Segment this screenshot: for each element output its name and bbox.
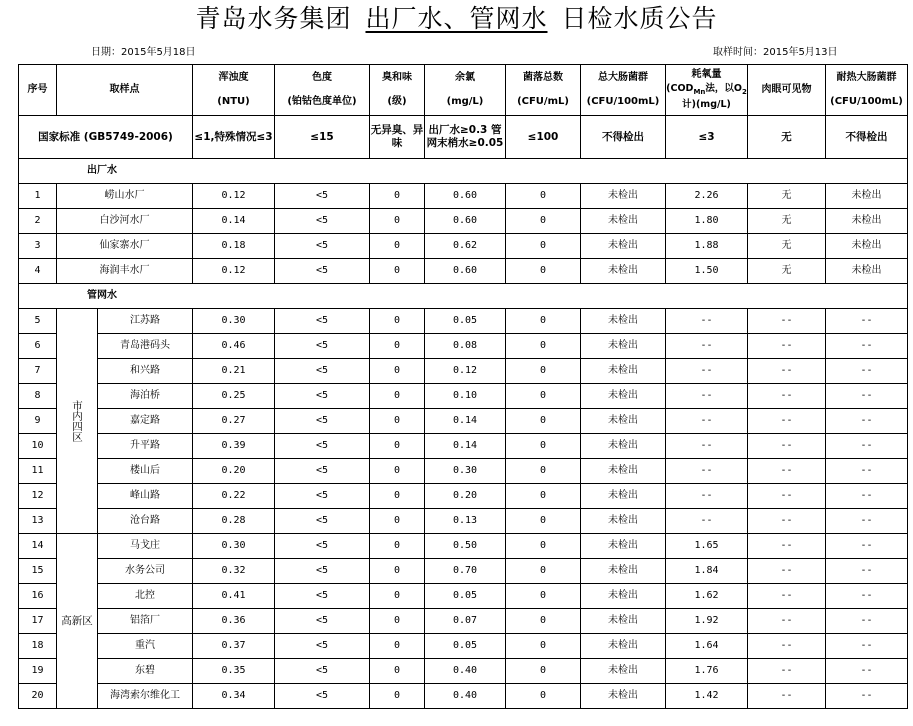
cell-color: <5 [275,409,370,434]
cell-color: <5 [275,659,370,684]
cell-coli: 未检出 [581,334,666,359]
cell-turb: 0.21 [193,359,275,384]
cell-oxy: -- [666,359,748,384]
sample-site: 峰山路 [98,484,193,509]
row-number: 5 [19,309,57,334]
cell-cl: 0.50 [425,534,506,559]
header-no: 序号 [19,65,57,116]
section-network-row [19,284,908,309]
cell-cl: 0.30 [425,459,506,484]
cell-vis: 无 [748,209,826,234]
row-number: 13 [19,509,57,534]
cell-odor: 0 [370,209,425,234]
header-row [19,65,908,116]
cell-odor: 0 [370,334,425,359]
standard-color: ≤15 [275,116,370,159]
cell-cl: 0.60 [425,259,506,284]
cell-odor: 0 [370,584,425,609]
cell-color: <5 [275,684,370,709]
cell-turb: 0.46 [193,334,275,359]
row-number: 7 [19,359,57,384]
cell-color: <5 [275,559,370,584]
cell-thermo: -- [826,384,908,409]
cell-odor: 0 [370,259,425,284]
sample-site: 水务公司 [98,559,193,584]
cell-coli: 未检出 [581,309,666,334]
sample-site: 仙家寨水厂 [57,234,193,259]
cell-cl: 0.14 [425,409,506,434]
cell-color: <5 [275,584,370,609]
cell-turb: 0.18 [193,234,275,259]
cell-oxy: -- [666,384,748,409]
table-row [19,684,908,709]
cell-thermo: -- [826,434,908,459]
cell-thermo: -- [826,459,908,484]
cell-vis: -- [748,659,826,684]
sample-site: 海润丰水厂 [57,259,193,284]
cell-turb: 0.35 [193,659,275,684]
cell-turb: 0.22 [193,484,275,509]
sample-site: 和兴路 [98,359,193,384]
cell-cl: 0.13 [425,509,506,534]
cell-cl: 0.07 [425,609,506,634]
cell-coli: 未检出 [581,384,666,409]
cell-bac: 0 [506,234,581,259]
cell-cl: 0.12 [425,359,506,384]
sample-site: 重汽 [98,634,193,659]
sample-site: 海泊桥 [98,384,193,409]
cell-oxy: 1.80 [666,209,748,234]
cell-bac: 0 [506,309,581,334]
sample-site: 东碧 [98,659,193,684]
cell-vis: -- [748,334,826,359]
sample-site: 楼山后 [98,459,193,484]
cell-cl: 0.14 [425,434,506,459]
cell-coli: 未检出 [581,584,666,609]
cell-coli: 未检出 [581,559,666,584]
cell-color: <5 [275,634,370,659]
cell-color: <5 [275,209,370,234]
cell-thermo: -- [826,559,908,584]
row-number: 11 [19,459,57,484]
cell-coli: 未检出 [581,459,666,484]
cell-thermo: -- [826,634,908,659]
sample-time: 取样时间：2015年5月13日 [713,47,838,58]
row-number: 12 [19,484,57,509]
section-factory-row [19,159,908,184]
cell-color: <5 [275,609,370,634]
header-thermo: 耐热大肠菌群 (CFU/100mL) [826,65,908,116]
cell-coli: 未检出 [581,184,666,209]
cell-vis: -- [748,534,826,559]
cell-turb: 0.39 [193,434,275,459]
cell-vis: -- [748,459,826,484]
sample-site: 铝箔厂 [98,609,193,634]
row-number: 1 [19,184,57,209]
header-site: 取样点 [57,65,193,116]
cell-color: <5 [275,234,370,259]
cell-turb: 0.36 [193,609,275,634]
cell-odor: 0 [370,184,425,209]
row-number: 19 [19,659,57,684]
standard-chlorine: 出厂水≥0.3 管网末梢水≥0.05 [425,116,506,159]
cell-coli: 未检出 [581,484,666,509]
cell-bac: 0 [506,434,581,459]
cell-odor: 0 [370,634,425,659]
cell-vis: -- [748,359,826,384]
cell-oxy: -- [666,459,748,484]
cell-oxy: 1.88 [666,234,748,259]
cell-bac: 0 [506,259,581,284]
table-row [19,184,908,209]
cell-cl: 0.62 [425,234,506,259]
cell-cl: 0.60 [425,209,506,234]
section-network: 管网水 [19,284,908,309]
report-date: 日期：2015年5月18日 [91,47,196,58]
table-row [19,259,908,284]
sample-site: 沧台路 [98,509,193,534]
cell-bac: 0 [506,584,581,609]
cell-cl: 0.40 [425,684,506,709]
cell-turb: 0.12 [193,259,275,284]
cell-bac: 0 [506,534,581,559]
cell-vis: 无 [748,259,826,284]
table-row [19,209,908,234]
row-number: 16 [19,584,57,609]
cell-thermo: -- [826,409,908,434]
cell-thermo: -- [826,484,908,509]
cell-thermo: -- [826,359,908,384]
cell-odor: 0 [370,234,425,259]
cell-bac: 0 [506,684,581,709]
cell-color: <5 [275,484,370,509]
cell-vis: -- [748,409,826,434]
cell-color: <5 [275,309,370,334]
standard-bacteria: ≤100 [506,116,581,159]
cell-vis: -- [748,434,826,459]
cell-turb: 0.37 [193,634,275,659]
cell-odor: 0 [370,559,425,584]
cell-odor: 0 [370,434,425,459]
cell-oxy: 1.76 [666,659,748,684]
cell-thermo: 未检出 [826,259,908,284]
sample-site: 海湾索尔维化工 [98,684,193,709]
cell-coli: 未检出 [581,434,666,459]
table-row [19,334,908,359]
row-number: 10 [19,434,57,459]
cell-cl: 0.40 [425,659,506,684]
row-number: 4 [19,259,57,284]
table-row [19,384,908,409]
cell-odor: 0 [370,359,425,384]
cell-vis: -- [748,684,826,709]
header-color: 色度 (铂钴色度单位) [275,65,370,116]
cell-bac: 0 [506,409,581,434]
district-label: 市内四区 [57,309,98,534]
cell-vis: -- [748,609,826,634]
cell-odor: 0 [370,609,425,634]
cell-turb: 0.32 [193,559,275,584]
cell-turb: 0.25 [193,384,275,409]
cell-vis: 无 [748,184,826,209]
title-water-types: 出厂水、管网水 [365,4,548,33]
header-bacteria: 菌落总数 (CFU/mL) [506,65,581,116]
cell-vis: -- [748,634,826,659]
header-visible: 肉眼可见物 [748,65,826,116]
table-row [19,484,908,509]
table-row [19,309,908,334]
cell-thermo: -- [826,684,908,709]
table-row [19,559,908,584]
cell-thermo: -- [826,334,908,359]
cell-odor: 0 [370,459,425,484]
row-number: 18 [19,634,57,659]
cell-oxy: 1.92 [666,609,748,634]
cell-cl: 0.05 [425,584,506,609]
sample-site: 北控 [98,584,193,609]
cell-vis: -- [748,509,826,534]
cell-color: <5 [275,459,370,484]
cell-color: <5 [275,184,370,209]
cell-bac: 0 [506,484,581,509]
cell-color: <5 [275,259,370,284]
cell-coli: 未检出 [581,534,666,559]
cell-oxy: 2.26 [666,184,748,209]
sample-site: 马戈庄 [98,534,193,559]
cell-turb: 0.14 [193,209,275,234]
row-number: 14 [19,534,57,559]
cell-oxy: -- [666,434,748,459]
row-number: 2 [19,209,57,234]
cell-bac: 0 [506,559,581,584]
cell-vis: -- [748,584,826,609]
cell-turb: 0.30 [193,309,275,334]
cell-turb: 0.34 [193,684,275,709]
cell-oxy: 1.64 [666,634,748,659]
row-number: 20 [19,684,57,709]
header-oxygen: 耗氧量 ($COD_{Mn}$法，以$O_2$计)(mg/L) [666,65,748,116]
cell-coli: 未检出 [581,259,666,284]
table-row [19,634,908,659]
cell-bac: 0 [506,609,581,634]
cell-coli: 未检出 [581,659,666,684]
cell-thermo: -- [826,659,908,684]
cell-turb: 0.41 [193,584,275,609]
cell-thermo: -- [826,534,908,559]
table-row [19,234,908,259]
header-chlorine: 余氯 (mg/L) [425,65,506,116]
cell-odor: 0 [370,509,425,534]
row-number: 6 [19,334,57,359]
table-row [19,534,908,559]
standard-odor: 无异臭、异味 [370,116,425,159]
table-row [19,609,908,634]
cell-turb: 0.30 [193,534,275,559]
sample-site: 青岛港码头 [98,334,193,359]
cell-cl: 0.10 [425,384,506,409]
cell-color: <5 [275,384,370,409]
cell-coli: 未检出 [581,409,666,434]
cell-odor: 0 [370,309,425,334]
row-number: 8 [19,384,57,409]
cell-oxy: 1.84 [666,559,748,584]
cell-bac: 0 [506,384,581,409]
standard-visible: 无 [748,116,826,159]
section-factory: 出厂水 [19,159,908,184]
table-row [19,459,908,484]
cell-cl: 0.05 [425,309,506,334]
header-odor: 臭和味 (级) [370,65,425,116]
cell-oxy: -- [666,309,748,334]
table-row [19,584,908,609]
cell-coli: 未检出 [581,509,666,534]
cell-odor: 0 [370,659,425,684]
cell-odor: 0 [370,534,425,559]
cell-color: <5 [275,359,370,384]
cell-color: <5 [275,509,370,534]
cell-bac: 0 [506,209,581,234]
title-bulletin: 日检水质公告 [561,4,718,33]
cell-cl: 0.20 [425,484,506,509]
table-row [19,659,908,684]
cell-oxy: -- [666,334,748,359]
cell-turb: 0.27 [193,409,275,434]
standard-thermo: 不得检出 [826,116,908,159]
cell-coli: 未检出 [581,684,666,709]
sample-site: 崂山水厂 [57,184,193,209]
cell-color: <5 [275,534,370,559]
header-turbidity: 浑浊度 (NTU) [193,65,275,116]
cell-thermo: -- [826,509,908,534]
cell-thermo: 未检出 [826,184,908,209]
cell-vis: 无 [748,234,826,259]
cell-cl: 0.70 [425,559,506,584]
cell-turb: 0.12 [193,184,275,209]
cell-vis: -- [748,309,826,334]
cell-odor: 0 [370,484,425,509]
standard-label: 国家标准 (GB5749-2006) [19,116,193,159]
sample-site: 江苏路 [98,309,193,334]
cell-bac: 0 [506,359,581,384]
cell-oxy: 1.65 [666,534,748,559]
row-number: 3 [19,234,57,259]
title-org: 青岛水务集团 [195,4,352,33]
cell-odor: 0 [370,384,425,409]
cell-vis: -- [748,384,826,409]
cell-coli: 未检出 [581,209,666,234]
cell-bac: 0 [506,184,581,209]
row-number: 17 [19,609,57,634]
cell-turb: 0.28 [193,509,275,534]
district-label: 高新区 [57,534,98,709]
standard-oxygen: ≤3 [666,116,748,159]
cell-odor: 0 [370,684,425,709]
page-title [0,2,913,36]
cell-oxy: 1.62 [666,584,748,609]
cell-cl: 0.05 [425,634,506,659]
cell-coli: 未检出 [581,609,666,634]
cell-coli: 未检出 [581,234,666,259]
cell-color: <5 [275,334,370,359]
cell-turb: 0.20 [193,459,275,484]
sample-site: 嘉定路 [98,409,193,434]
header-coliform: 总大肠菌群 (CFU/100mL) [581,65,666,116]
sample-site: 升平路 [98,434,193,459]
cell-oxy: -- [666,409,748,434]
cell-cl: 0.08 [425,334,506,359]
cell-oxy: -- [666,509,748,534]
cell-vis: -- [748,559,826,584]
cell-thermo: -- [826,609,908,634]
table-row [19,359,908,384]
cell-bac: 0 [506,634,581,659]
cell-thermo: -- [826,309,908,334]
table-row [19,409,908,434]
cell-thermo: 未检出 [826,234,908,259]
row-number: 9 [19,409,57,434]
standard-coliform: 不得检出 [581,116,666,159]
cell-oxy: -- [666,484,748,509]
cell-bac: 0 [506,459,581,484]
row-number: 15 [19,559,57,584]
cell-coli: 未检出 [581,359,666,384]
cell-thermo: -- [826,584,908,609]
cell-odor: 0 [370,409,425,434]
cell-oxy: 1.42 [666,684,748,709]
cell-cl: 0.60 [425,184,506,209]
water-quality-table [18,64,908,709]
cell-color: <5 [275,434,370,459]
cell-bac: 0 [506,334,581,359]
table-row [19,434,908,459]
cell-coli: 未检出 [581,634,666,659]
cell-thermo: 未检出 [826,209,908,234]
cell-vis: -- [748,484,826,509]
cell-oxy: 1.50 [666,259,748,284]
cell-bac: 0 [506,509,581,534]
standard-turbidity: ≤1,特殊情况≤3 [193,116,275,159]
standard-row [19,116,908,159]
table-row [19,509,908,534]
sample-site: 白沙河水厂 [57,209,193,234]
cell-bac: 0 [506,659,581,684]
